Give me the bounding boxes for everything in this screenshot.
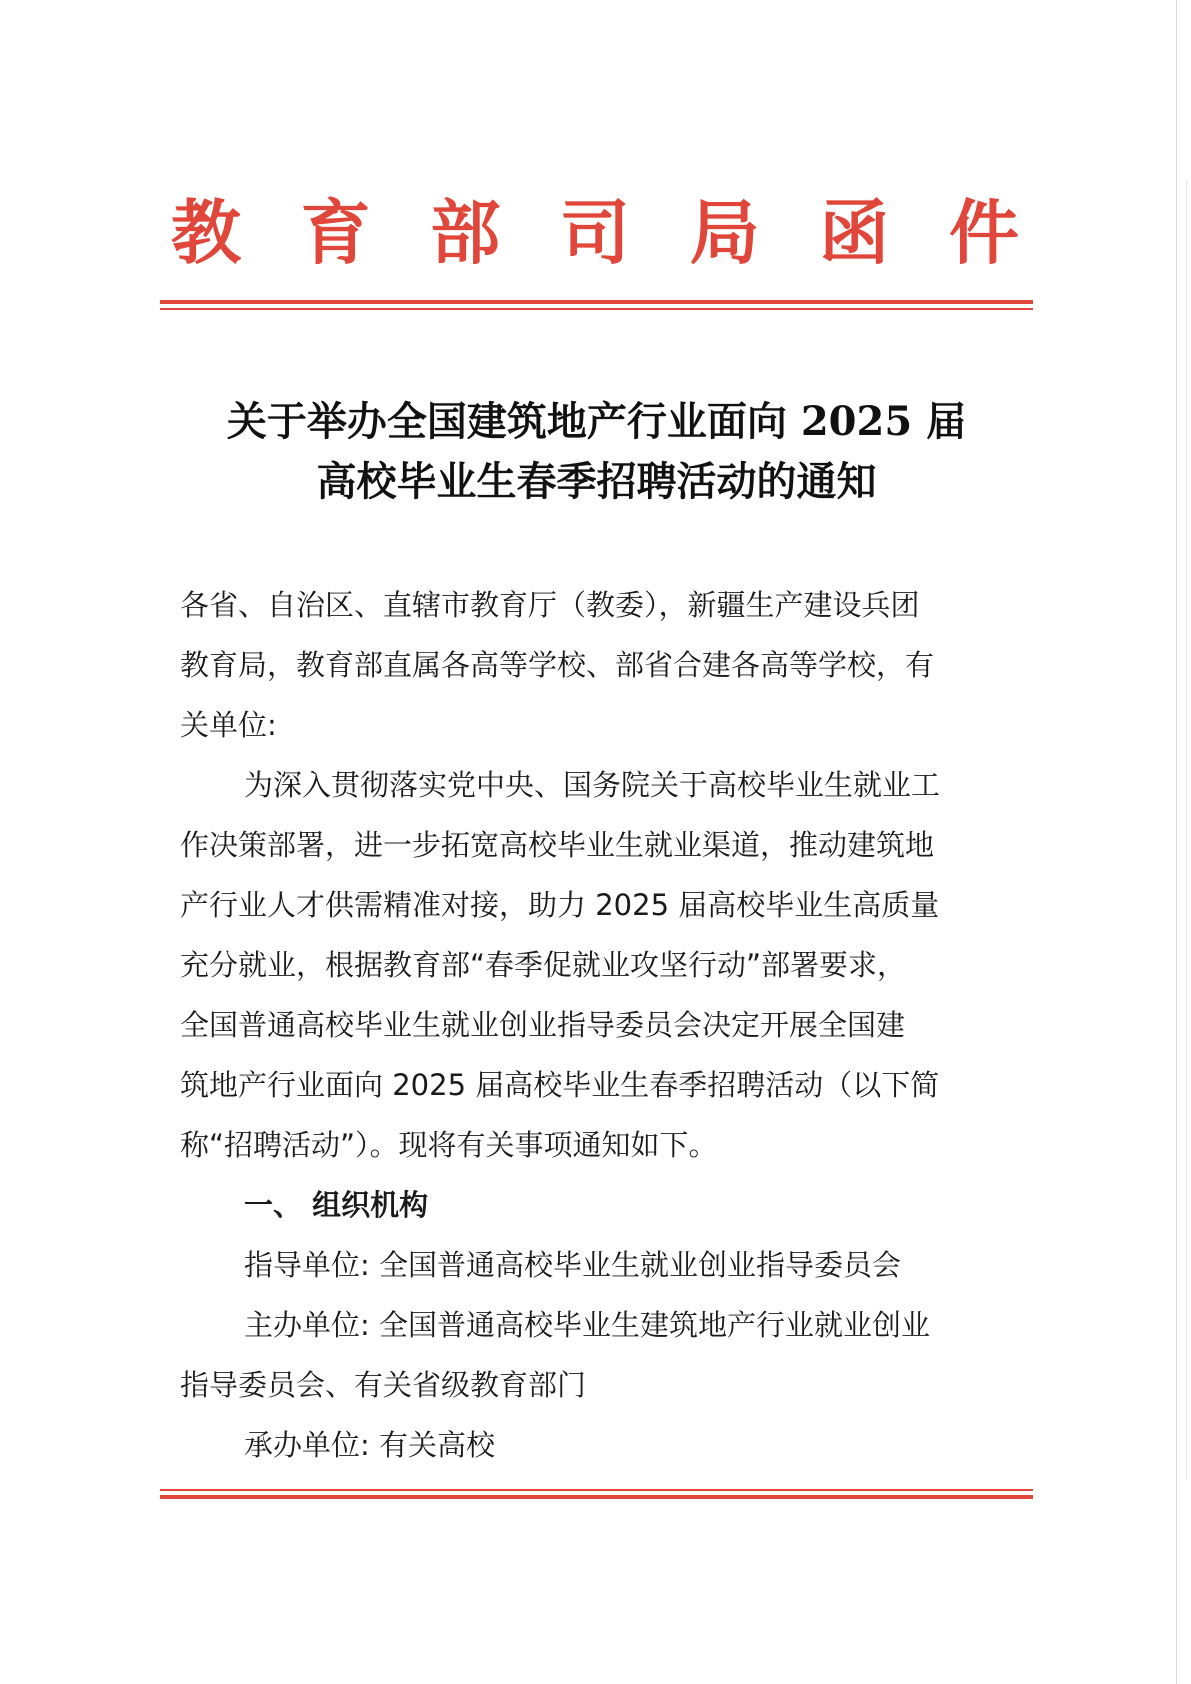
letterhead-char: 部: [430, 192, 501, 274]
paragraph-line: 筑地产行业面向 2025 届高校毕业生春季招聘活动（以下简: [180, 1068, 940, 1102]
header-red-rule-thin: [160, 308, 1033, 310]
recipients-line: 教育局，教育部直属各高等学校、部省合建各高等学校，有: [180, 648, 935, 682]
organizer-unit-line: 承办单位: 有关高校: [244, 1428, 495, 1462]
letterhead-char: 司: [559, 192, 630, 274]
paragraph-line: 产行业人才供需精准对接，助力 2025 届高校毕业生高质量: [180, 888, 940, 922]
host-unit-line: 指导委员会、有关省级教育部门: [180, 1368, 587, 1402]
letterhead-char: 函: [819, 192, 890, 274]
document-title-line2: 高校毕业生春季招聘活动的通知: [316, 458, 877, 505]
host-unit-line: 主办单位: 全国普通高校毕业生建筑地产行业就业创业: [244, 1308, 930, 1342]
footer-red-rule: [160, 1495, 1033, 1499]
scan-edge: [1176, 0, 1177, 1684]
letterhead-char: 局: [689, 192, 760, 274]
footer-red-rule-thin: [160, 1489, 1033, 1491]
letterhead-char: 育: [300, 192, 371, 274]
paragraph-line: 作决策部署，进一步拓宽高校毕业生就业渠道，推动建筑地: [180, 828, 935, 862]
header-red-rule: [160, 300, 1033, 304]
paragraph-line: 为深入贯彻落实党中央、国务院关于高校毕业生就业工: [244, 768, 941, 802]
guide-unit-line: 指导单位: 全国普通高校毕业生就业创业指导委员会: [244, 1248, 901, 1282]
letterhead: [160, 188, 1030, 278]
letterhead-char: 件: [948, 192, 1019, 274]
paragraph-line: 充分就业，根据教育部“春季促就业攻坚行动”部署要求，: [180, 948, 907, 982]
paragraph-line: 全国普通高校毕业生就业创业指导委员会决定开展全国建: [180, 1008, 906, 1042]
letterhead-char: 教: [171, 192, 241, 274]
recipients-line: 关单位:: [180, 708, 277, 742]
paragraph-line: 称“招聘活动”）。现将有关事项通知如下。: [180, 1128, 718, 1162]
recipients-line: 各省、自治区、直辖市教育厅（教委），新疆生产建设兵团: [180, 588, 920, 622]
scan-edge: [1186, 180, 1187, 1480]
document-title-line1: 关于举办全国建筑地产行业面向 2025 届: [226, 398, 967, 445]
section-heading: 一、 组织机构: [244, 1188, 429, 1222]
